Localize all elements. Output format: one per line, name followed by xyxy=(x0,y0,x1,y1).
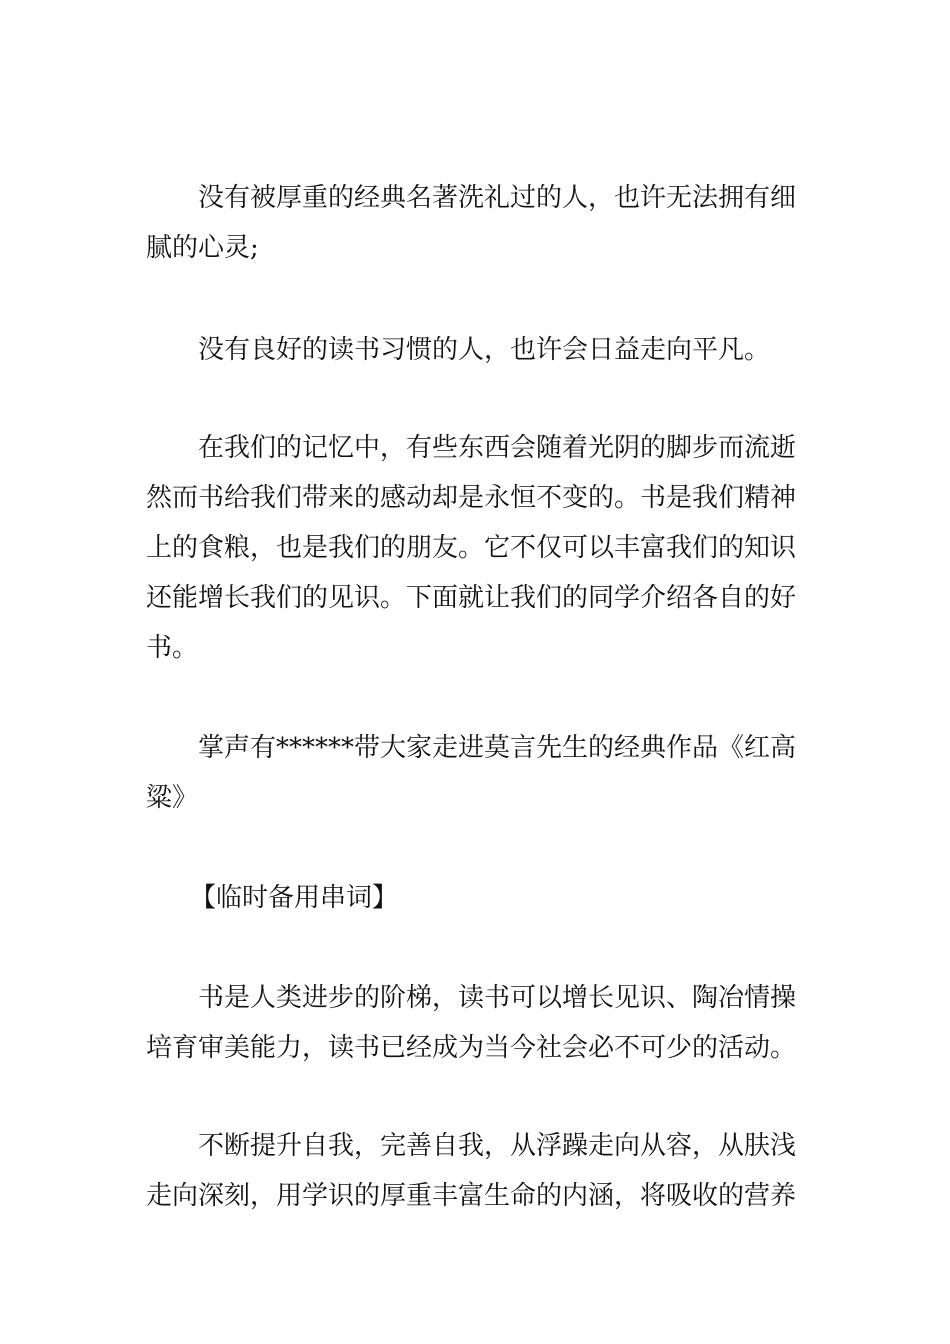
paragraph-5-line-1: 书是人类进步的阶梯，读书可以增长见识、陶冶情操 xyxy=(198,983,797,1013)
paragraph-6-line-2: 走向深刻，用学识的厚重丰富生命的内涵，将吸收的营养 xyxy=(146,1181,797,1211)
paragraph-1-line-1: 没有被厚重的经典名著洗礼过的人，也许无法拥有细 xyxy=(198,183,797,213)
paragraph-3-line-4: 还能增长我们的见识。下面就让我们的同学介绍各自的好 xyxy=(146,583,797,613)
paragraph-5-line-2: 培育审美能力，读书已经成为当今社会必不可少的活动。 xyxy=(146,1033,797,1063)
paragraph-3-line-3: 上的食粮，也是我们的朋友。它不仅可以丰富我们的知识 xyxy=(146,533,797,563)
paragraph-3-line-2: 然而书给我们带来的感动却是永恒不变的。书是我们精神 xyxy=(146,483,797,513)
paragraph-3-line-1: 在我们的记忆中，有些东西会随着光阴的脚步而流逝 xyxy=(198,433,797,463)
paragraph-3-line-5: 书。 xyxy=(146,633,199,663)
section-heading: 【临时备用串词】 xyxy=(190,883,399,913)
paragraph-6-line-1: 不断提升自我，完善自我，从浮躁走向从容，从肤浅 xyxy=(198,1131,797,1161)
paragraph-2-line-1: 没有良好的读书习惯的人，也许会日益走向平凡。 xyxy=(198,335,771,365)
paragraph-1-line-2: 腻的心灵; xyxy=(146,233,259,263)
paragraph-4-line-1: 掌声有******带大家走进莫言先生的经典作品《红高 xyxy=(198,733,797,763)
paragraph-4-line-2: 粱》 xyxy=(146,783,199,813)
